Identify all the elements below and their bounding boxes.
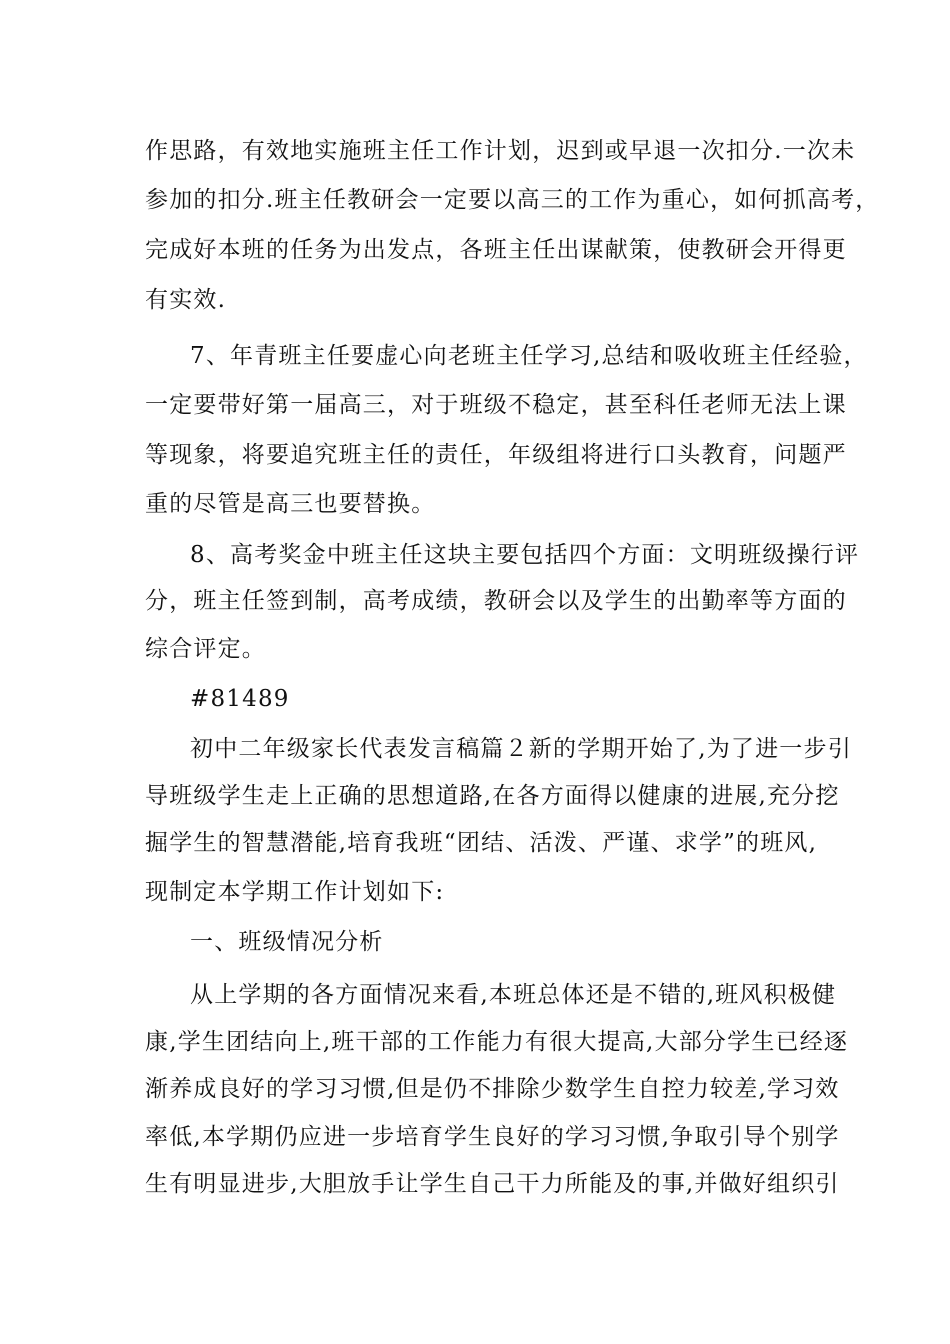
text-line: 渐养成良好的学习习惯,但是仍不排除少数学生自控力较差,学习效 [145, 1076, 840, 1102]
text-line: 参加的扣分.班主任教研会一定要以高三的工作为重心，如何抓高考， [145, 187, 880, 213]
text-line: 等现象，将要追究班主任的责任，年级组将进行口头教育，问题严 [145, 442, 847, 468]
text-line: 完成好本班的任务为出发点，各班主任出谋献策，使教研会开得更 [145, 237, 847, 263]
text-line: 8、高考奖金中班主任这块主要包括四个方面：文明班级操行评 [190, 542, 860, 568]
text-line: 一定要带好第一届高三，对于班级不稳定，甚至科任老师无法上课 [145, 392, 847, 418]
text-line: 综合评定。 [145, 636, 266, 662]
text-line: 现制定本学期工作计划如下: [145, 879, 445, 905]
text-line: 7、年青班主任要虚心向老班主任学习,总结和吸收班主任经验， [190, 343, 868, 369]
text-line: 康,学生团结向上,班干部的工作能力有很大提高,大部分学生已经逐 [145, 1029, 849, 1055]
text-line: 从上学期的各方面情况来看,本班总体还是不错的,班风积极健 [190, 982, 837, 1008]
section-heading: 一、班级情况分析 [190, 929, 384, 955]
text-line: 作思路，有效地实施班主任工作计划，迟到或早退一次扣分.一次未 [145, 138, 856, 164]
text-line: 重的尽管是高三也要替换。 [145, 491, 436, 517]
text-line: 初中二年级家长代表发言稿篇２新的学期开始了,为了进一步引 [190, 736, 852, 762]
text-line: 掘学生的智慧潜能,培育我班“团结、活泼、严谨、求学”的班风, [145, 830, 818, 856]
text-line: 分，班主任签到制，高考成绩，教研会以及学生的出勤率等方面的 [145, 588, 847, 614]
text-line: 有实效. [145, 287, 227, 313]
text-line: 率低,本学期仍应进一步培育学生良好的学习习惯,争取引导个别学 [145, 1124, 840, 1150]
reference-number: #81489 [190, 686, 290, 712]
text-line: 生有明显进步,大胆放手让学生自己干力所能及的事,并做好组织引 [145, 1171, 840, 1197]
text-line: 导班级学生走上正确的思想道路,在各方面得以健康的进展,充分挖 [145, 783, 840, 809]
